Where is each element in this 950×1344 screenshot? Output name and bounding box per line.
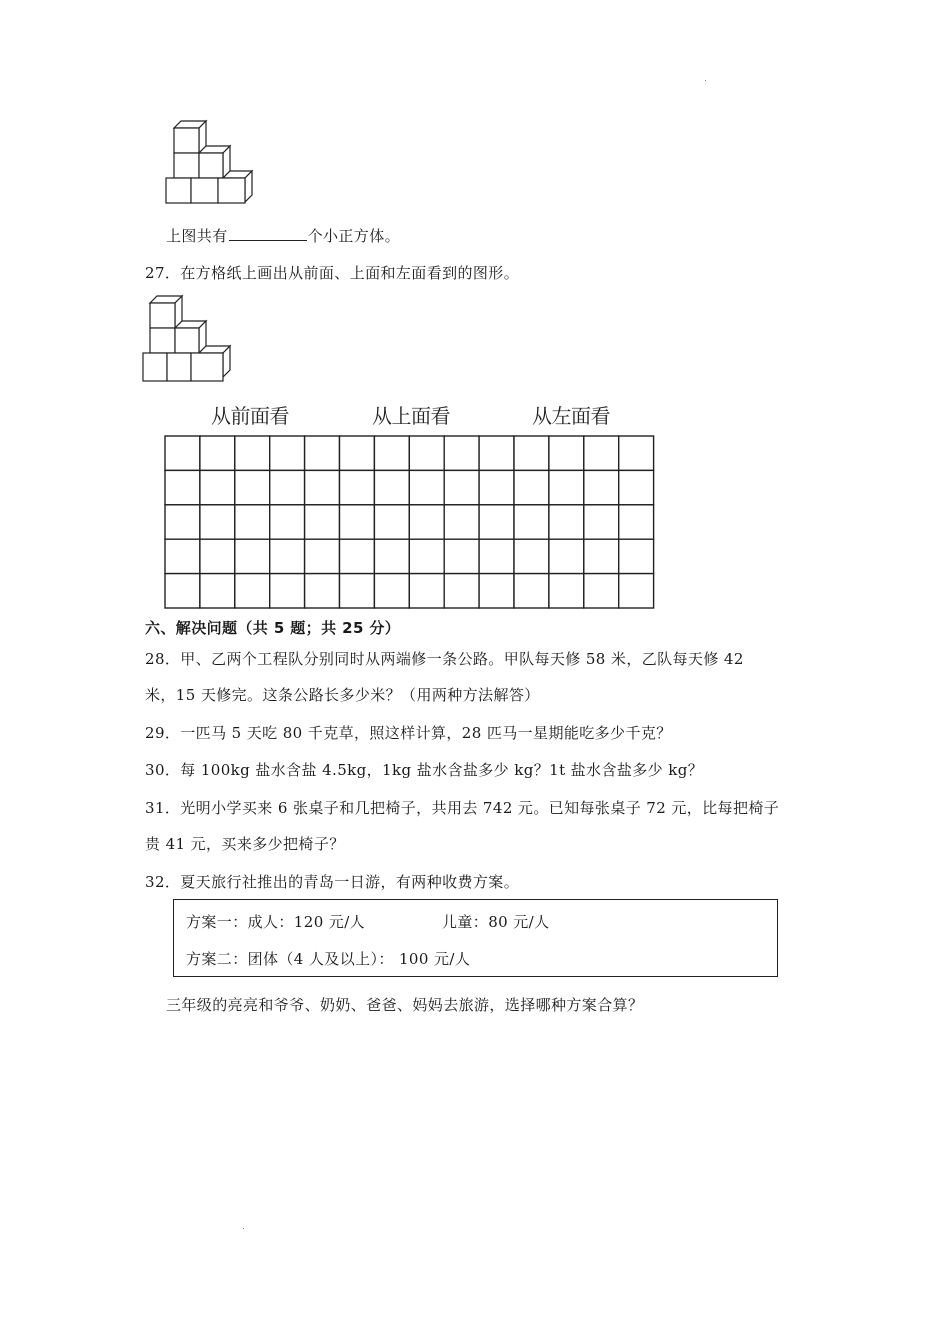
grid-cell[interactable]: [619, 539, 654, 573]
grid-cell[interactable]: [200, 470, 235, 504]
grid-cell[interactable]: [235, 505, 270, 539]
grid-cell[interactable]: [305, 574, 340, 608]
grid-cell[interactable]: [374, 539, 409, 573]
grid-cell[interactable]: [305, 505, 340, 539]
grid-cell[interactable]: [549, 574, 584, 608]
grid-cell[interactable]: [514, 539, 549, 573]
grid-cell[interactable]: [235, 436, 270, 470]
grid-cell[interactable]: [549, 505, 584, 539]
question-32: 32．夏天旅行社推出的青岛一日游，有两种收费方案。: [145, 873, 520, 891]
plan-1-child: 儿童：80 元/人: [442, 913, 550, 931]
question-27: 27．在方格纸上画出从前面、上面和左面看到的图形。: [145, 264, 520, 282]
cube-stack-figure-q26: [160, 118, 260, 210]
grid-cell[interactable]: [200, 505, 235, 539]
grid-cell[interactable]: [270, 574, 305, 608]
cube-stack-figure-q27: [140, 293, 240, 385]
grid-cell[interactable]: [270, 470, 305, 504]
grid-cell[interactable]: [444, 539, 479, 573]
grid-cell[interactable]: [165, 574, 200, 608]
q26-caption-before: 上图共有: [166, 227, 228, 245]
grid-cell[interactable]: [305, 470, 340, 504]
scan-dot: [243, 1228, 244, 1229]
grid-cell[interactable]: [235, 539, 270, 573]
grid-cell[interactable]: [479, 470, 514, 504]
answer-blank[interactable]: [229, 224, 307, 241]
scan-dot: [705, 80, 706, 81]
grid-label-left-view: 从左面看: [532, 404, 610, 428]
grid-cell[interactable]: [165, 505, 200, 539]
grid-cell[interactable]: [270, 539, 305, 573]
grid-cell[interactable]: [549, 470, 584, 504]
grid-cell[interactable]: [514, 505, 549, 539]
grid-cell[interactable]: [270, 436, 305, 470]
grid-cell[interactable]: [444, 470, 479, 504]
grid-cell[interactable]: [514, 574, 549, 608]
grid-cell[interactable]: [409, 574, 444, 608]
grid-cell[interactable]: [584, 436, 619, 470]
question-32-prompt: 三年级的亮亮和爷爷、奶奶、爸爸、妈妈去旅游，选择哪种方案合算？: [166, 996, 644, 1014]
grid-cell[interactable]: [340, 574, 375, 608]
plan-2-group: 方案二：团体（4 人及以上）： 100 元/人: [186, 950, 471, 968]
grid-cell[interactable]: [340, 539, 375, 573]
grid-cell[interactable]: [165, 539, 200, 573]
grid-cell[interactable]: [619, 470, 654, 504]
grid-cell[interactable]: [549, 539, 584, 573]
grid-cell[interactable]: [549, 436, 584, 470]
grid-cell[interactable]: [409, 505, 444, 539]
grid-cell[interactable]: [619, 505, 654, 539]
grid-cell[interactable]: [409, 539, 444, 573]
question-28-line-1: 28．甲、乙两个工程队分别同时从两端修一条公路。甲队每天修 58 米，乙队每天修 42: [145, 650, 744, 668]
grid-cell[interactable]: [444, 436, 479, 470]
grid-cell[interactable]: [165, 436, 200, 470]
grid-cell[interactable]: [340, 470, 375, 504]
grid-cell[interactable]: [479, 539, 514, 573]
question-28-line-2: 米，15 天修完。这条公路长多少米？（用两种方法解答）: [145, 686, 540, 704]
square-grid-paper[interactable]: [163, 434, 658, 610]
grid-cell[interactable]: [165, 470, 200, 504]
grid-cell[interactable]: [270, 505, 305, 539]
grid-cell[interactable]: [374, 436, 409, 470]
grid-cell[interactable]: [200, 574, 235, 608]
grid-cell[interactable]: [584, 505, 619, 539]
grid-cell[interactable]: [584, 539, 619, 573]
grid-cell[interactable]: [619, 436, 654, 470]
grid-cell[interactable]: [479, 574, 514, 608]
grid-cell[interactable]: [340, 436, 375, 470]
grid-cell[interactable]: [340, 505, 375, 539]
plan-1-adult: 方案一：成人：120 元/人: [186, 913, 366, 931]
question-29: 29．一匹马 5 天吃 80 千克草，照这样计算，28 匹马一星期能吃多少千克？: [145, 724, 672, 742]
grid-cell[interactable]: [514, 470, 549, 504]
grid-cell[interactable]: [235, 470, 270, 504]
grid-cell[interactable]: [409, 470, 444, 504]
grid-cell[interactable]: [200, 539, 235, 573]
question-31-line-1: 31．光明小学买来 6 张桌子和几把椅子，共用去 742 元。已知每张桌子 72 元，比每把椅子: [145, 799, 780, 817]
grid-cell[interactable]: [235, 574, 270, 608]
fee-plan-box: [173, 899, 778, 977]
grid-label-front-view: 从前面看: [211, 404, 289, 428]
grid-cell[interactable]: [479, 505, 514, 539]
q26-caption-after: 个小正方体。: [307, 227, 401, 245]
section-title: 六、解决问题（共 5 题；共 25 分）: [145, 619, 401, 637]
grid-cell[interactable]: [374, 505, 409, 539]
grid-cell[interactable]: [409, 436, 444, 470]
question-30: 30．每 100kg 盐水含盐 4.5kg，1kg 盐水含盐多少 kg？1t 盐水含盐多少 kg？: [145, 761, 704, 779]
grid-cell[interactable]: [584, 470, 619, 504]
grid-cell[interactable]: [305, 436, 340, 470]
grid-cell[interactable]: [374, 574, 409, 608]
grid-label-top-view: 从上面看: [372, 404, 450, 428]
grid-cell[interactable]: [619, 574, 654, 608]
grid-cell[interactable]: [374, 470, 409, 504]
grid-cell[interactable]: [584, 574, 619, 608]
grid-cell[interactable]: [444, 574, 479, 608]
question-31-line-2: 贵 41 元，买来多少把椅子？: [145, 835, 345, 853]
q26-caption: [166, 224, 400, 246]
grid-cell[interactable]: [200, 436, 235, 470]
grid-cell[interactable]: [479, 436, 514, 470]
grid-cell[interactable]: [444, 505, 479, 539]
grid-cell[interactable]: [305, 539, 340, 573]
grid-cell[interactable]: [514, 436, 549, 470]
